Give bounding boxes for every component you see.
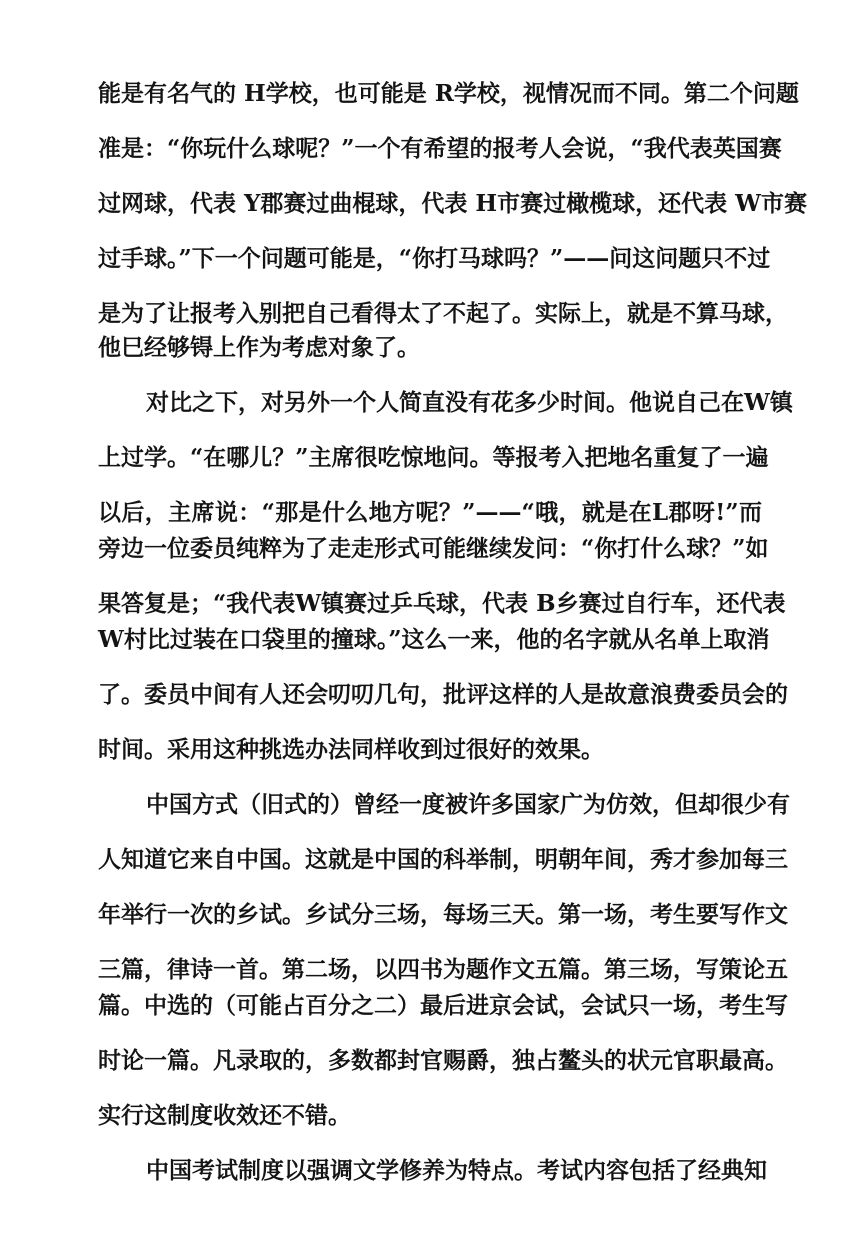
text-line-18: 三篇，律诗一首。第二场，以四书为题作文五篇。第三场，写策论五 <box>98 956 788 983</box>
text-line-1: 能是有名气的 H学校，也可能是 R学校，视情况而不同。第二个问题 <box>98 80 799 107</box>
text-line-13: 了。委员中间有人还会叨叨几句，批评这样的人是故意浪费委员会的 <box>98 681 788 708</box>
text-line-12: W村比过装在口袋里的撞球。”这么一来，他的名字就从名单上取消 <box>98 626 770 653</box>
text-line-3: 过网球，代表 Y郡赛过曲棍球，代表 H市赛过橄榄球，还代表 W市赛 <box>98 190 808 217</box>
text-line-7: 对比之下，对另外一个人简直没有花多少时间。他说自己在W镇 <box>146 389 793 416</box>
text-line-9: 以后，主席说：“那是什么地方呢？”——“哦，就是在L郡呀!”而 <box>98 499 762 526</box>
text-line-10: 旁边一位委员纯粹为了走走形式可能继续发问：“你打什么球？”如 <box>98 535 769 562</box>
text-line-15: 中国方式（旧式的）曾经一度被许多国家广为仿效，但却很少有 <box>146 791 790 818</box>
text-line-4: 过手球。”下一个问题可能是，“你打马球吗？”——问这问题只不过 <box>98 245 771 272</box>
text-line-19: 篇。中选的（可能占百分之二）最后进京会试，会试只一场，考生写 <box>98 992 788 1019</box>
text-line-14: 时间。采用这种挑选办法同样收到过很好的效果。 <box>98 736 604 763</box>
text-line-5: 是为了让报考入别把自己看得太了不起了。实际上，就是不算马球， <box>98 300 788 327</box>
text-line-16: 人知道它来自中国。这就是中国的科举制，明朝年间，秀才参加每三 <box>98 846 788 873</box>
text-line-11: 果答复是；“我代表W镇赛过乒乓球，代表 B乡赛过自行车，还代表 <box>98 590 786 617</box>
text-line-22: 中国考试制度以强调文学修养为特点。考试内容包括了经典知 <box>146 1157 767 1184</box>
text-line-17: 年举行一次的乡试。乡试分三场，每场三天。第一场，考生要写作文 <box>98 901 788 928</box>
text-line-2: 准是：“你玩什么球呢？”一个有希望的报考人会说，“我代表英国赛 <box>98 135 782 162</box>
text-line-20: 时论一篇。凡录取的，多数都封官赐爵，独占鳌头的状元官职最高。 <box>98 1047 788 1074</box>
text-line-6: 他巳经够锝上作为考虑对象了。 <box>98 334 420 361</box>
text-line-8: 上过学。“在哪儿？”主席很吃惊地问。等报考入把地名重复了一遍 <box>98 444 769 471</box>
text-line-21: 实行这制度收效还不错。 <box>98 1102 351 1129</box>
